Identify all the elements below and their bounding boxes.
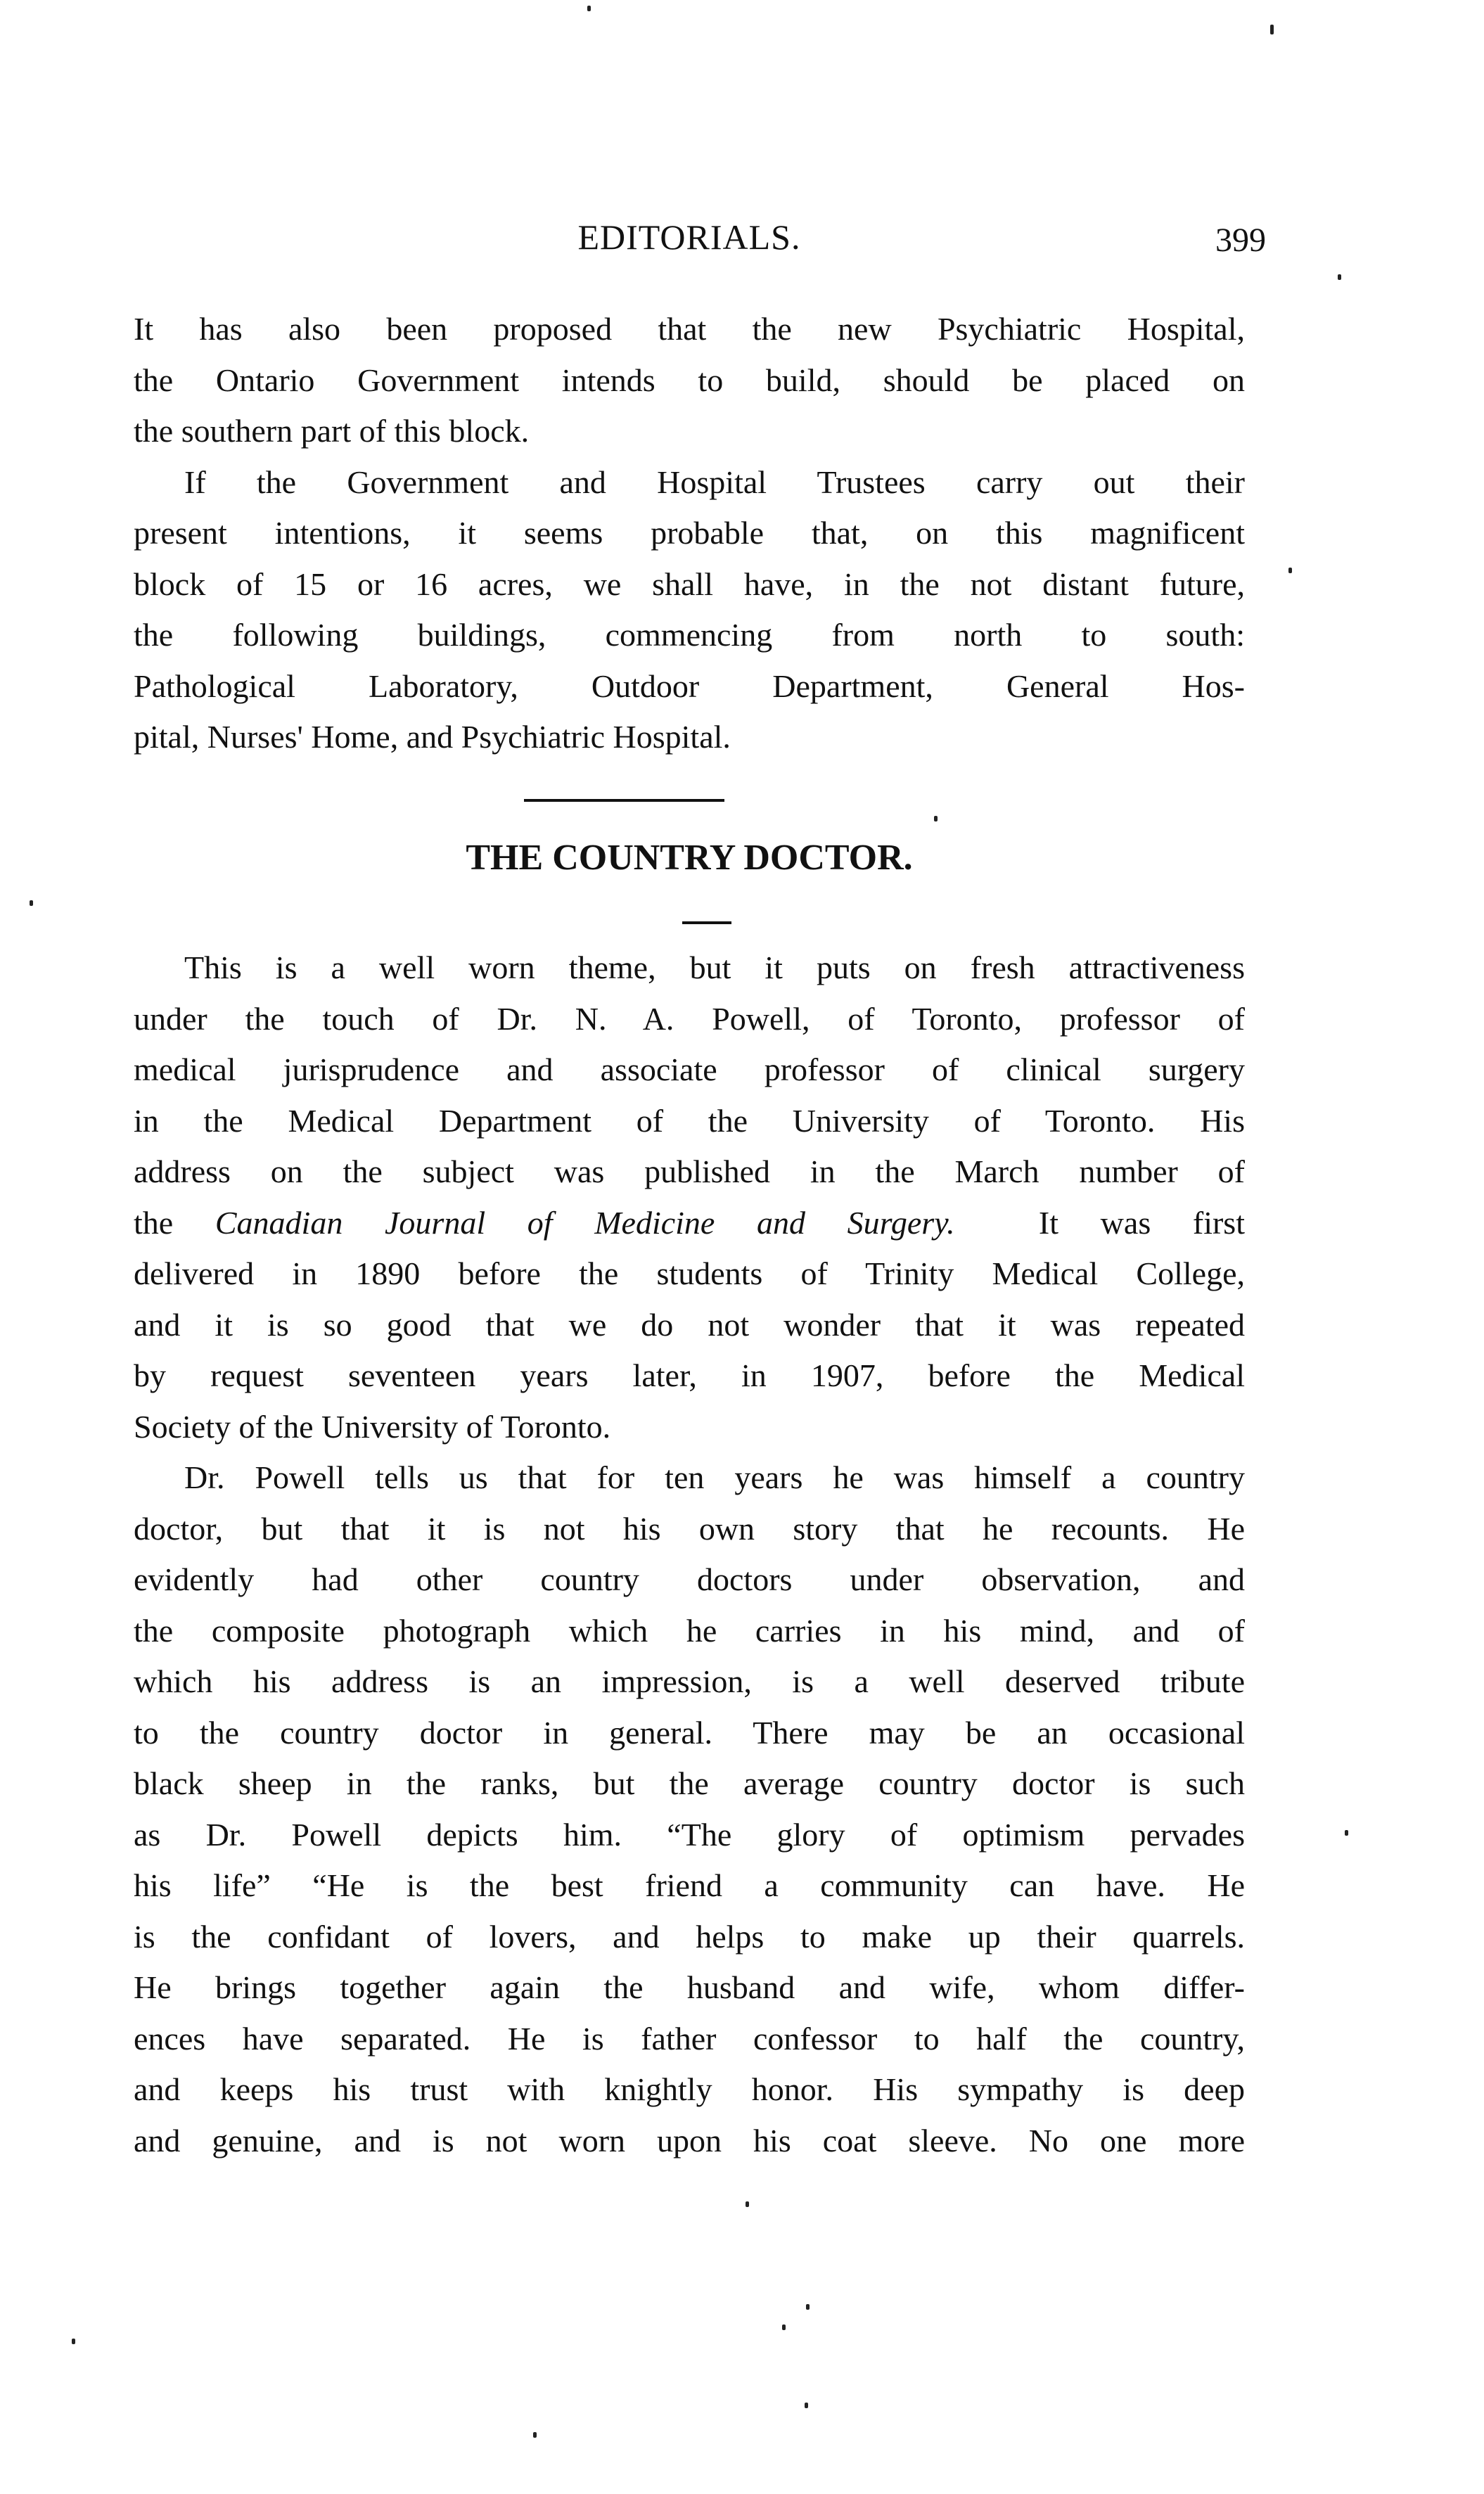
- scan-speck: [805, 2403, 808, 2408]
- text-segment: It was first: [954, 1204, 1245, 1241]
- text-line: his life” “He is the best friend a community can have. He: [134, 1867, 1245, 1903]
- text-line: He brings together again the husband and wife, whom differ-: [134, 1969, 1245, 2005]
- text-line: as Dr. Powell depicts him. “The glory of optimism pervades: [134, 1816, 1245, 1853]
- article-body: [134, 942, 1245, 2166]
- text-line: the following buildings, commencing from north to south:: [134, 617, 1245, 653]
- scan-speck: [746, 2201, 749, 2207]
- scan-speck: [1338, 274, 1341, 280]
- text-line: the southern part of this block.: [134, 413, 530, 449]
- scan-speck: [533, 2432, 537, 2438]
- title-underline-rule: [682, 921, 731, 924]
- scan-speck: [30, 900, 33, 906]
- text-line: and genuine, and is not worn upon his coat sleeve. No one more: [134, 2122, 1245, 2159]
- text-line: pital, Nurses' Home, and Psychiatric Hospital.: [134, 719, 731, 755]
- intro-paragraph-1: [134, 304, 1245, 457]
- text-line: Dr. Powell tells us that for ten years he was himself a country: [184, 1459, 1245, 1495]
- article-paragraph-1: [134, 942, 1245, 1452]
- text-segment: the: [134, 1204, 215, 1241]
- text-line: black sheep in the ranks, but the average country doctor is such: [134, 1765, 1245, 1801]
- text-line-with-citation: [134, 1198, 1245, 1249]
- intro-section: [134, 304, 1245, 763]
- text-line: and keeps his trust with knightly honor. His sympathy is deep: [134, 2071, 1245, 2107]
- text-line: the composite photograph which he carries in his mind, and of: [134, 1612, 1245, 1649]
- text-line: in the Medical Department of the University of Toronto. His: [134, 1102, 1245, 1139]
- text-line: Society of the University of Toronto.: [134, 1408, 611, 1445]
- text-line: present intentions, it seems probable that, on this magnificent: [134, 515, 1245, 551]
- scan-speck: [72, 2339, 75, 2344]
- text-line: This is a well worn theme, but it puts on fresh attractiveness: [184, 949, 1245, 985]
- scan-speck: [1270, 25, 1274, 34]
- text-line: address on the subject was published in the March number of: [134, 1153, 1245, 1189]
- running-head: [134, 211, 1266, 267]
- scan-speck: [934, 816, 938, 821]
- section-divider-rule: [524, 799, 724, 802]
- text-line: ences have separated. He is father confessor to half the country,: [134, 2020, 1245, 2057]
- text-line: by request seventeen years later, in 1907, before the Medical: [134, 1357, 1245, 1393]
- text-line: evidently had other country doctors under observation, and: [134, 1561, 1245, 1597]
- scan-speck: [1288, 568, 1292, 573]
- text-line: It has also been proposed that the new Psychiatric Hospital,: [134, 311, 1245, 347]
- scan-speck: [587, 6, 591, 11]
- text-line: delivered in 1890 before the students of Trinity Medical College,: [134, 1255, 1245, 1291]
- journal-title-italic: Canadian Journal of Medicine and Surgery.: [215, 1204, 955, 1241]
- text-line: and it is so good that we do not wonder that it was repeated: [134, 1306, 1245, 1343]
- page-number: 399: [1215, 222, 1266, 259]
- intro-paragraph-2: [134, 457, 1245, 763]
- text-line: under the touch of Dr. N. A. Powell, of Toronto, professor of: [134, 1000, 1245, 1037]
- article-paragraph-2: [134, 1452, 1245, 2166]
- text-line: to the country doctor in general. There may be an occasional: [134, 1714, 1245, 1751]
- text-line: doctor, but that it is not his own story that he recounts. He: [134, 1510, 1245, 1547]
- text-line: is the confidant of lovers, and helps to make up their quarrels.: [134, 1918, 1245, 1955]
- scan-speck: [782, 2324, 786, 2330]
- running-title: EDITORIALS.: [577, 217, 801, 257]
- scan-speck: [1345, 1830, 1348, 1836]
- text-line: the Ontario Government intends to build, should be placed on: [134, 362, 1245, 398]
- scan-speck: [806, 2304, 810, 2310]
- text-line: If the Government and Hospital Trustees carry out their: [184, 463, 1245, 500]
- text-line: medical jurisprudence and associate professor of clinical surgery: [134, 1051, 1245, 1087]
- article-title: THE COUNTRY DOCTOR.: [466, 838, 913, 878]
- text-line: Pathological Laboratory, Outdoor Department, General Hos-: [134, 667, 1245, 704]
- text-line: which his address is an impression, is a well deserved tribute: [134, 1663, 1245, 1699]
- text-line: block of 15 or 16 acres, we shall have, in the not distant future,: [134, 565, 1245, 602]
